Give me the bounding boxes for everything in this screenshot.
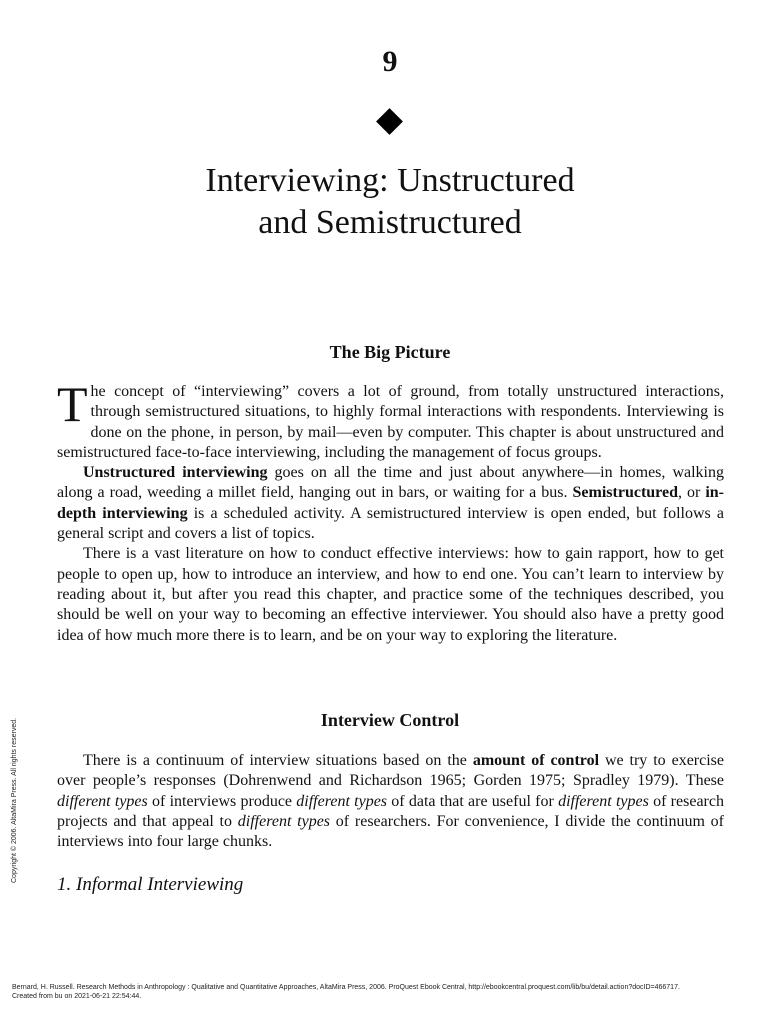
chapter-title	[0, 160, 768, 244]
paragraph-literature: There is a vast literature on how to conduct effective interviews: how to gain rapport, how to get people to open up, how to introduce an interview, and how to end one. You can’t learn to interview by reading about it, but after you read this chapter, and practice some of the techniques described, you should be well on your way to becoming an effective interviewer. You should also have a pretty good idea of how much more there is to learn, and be on your way to exploring the literature.	[57, 545, 724, 644]
paragraph-interview-types	[57, 463, 724, 544]
paragraph-text: of research projects and that appeal to	[57, 792, 724, 830]
emphasis-different-types: different types	[558, 792, 649, 810]
paragraph-text: goes on all the time and just about anywhere—in homes, walking along a road, weeding a millet field, hanging out in bars, or waiting for a bus.	[57, 464, 724, 502]
chapter-title-line2: and Semistructured	[258, 204, 522, 241]
drop-cap: T	[57, 376, 88, 432]
big-picture-body	[57, 376, 725, 646]
paragraph-text: of researchers. For convenience, I divide the continuum of interviews into four large chunks.	[57, 812, 724, 851]
chapter-title-line1: Interviewing: Unstructured	[205, 162, 575, 199]
paragraph-text: of data that are useful for	[387, 792, 559, 810]
diamond-ornament-icon	[376, 108, 403, 135]
footer-created-line: Created from bu on 2021-06-21 22:54:44.	[12, 993, 142, 1000]
paragraph-text: There is a continuum of interview situations based on the	[83, 752, 473, 769]
paragraph-intro-text: he concept of “interviewing” covers a lot of ground, from totally unstructured interactions, through semistructured situations, to highly formal interactions with respondents. Interviewing is done on the phone, in person, by mail—even by computer. This chapter is about unstructured and semistructured face-to-face interviewing, including the management of focus groups.	[57, 383, 724, 461]
section-heading-interview-control: Interview Control	[320, 710, 460, 730]
term-semistructured: Semistructured	[572, 484, 678, 502]
chapter-number: 9	[382, 45, 398, 78]
paragraph-continuum	[57, 751, 724, 852]
interview-control-body	[57, 751, 724, 852]
paragraph-intro	[57, 376, 724, 463]
copyright-side-note: Copyright © 2006. AltaMira Press. All rights reserved.	[11, 717, 18, 883]
emphasis-different-types: different types	[57, 792, 148, 810]
subheading-informal-interviewing: 1. Informal Interviewing	[57, 874, 244, 895]
paragraph-text: is a scheduled activity. A semistructured interview is open ended, but follows a general script and covers a list of topics.	[57, 504, 725, 543]
emphasis-different-types: different types	[237, 812, 331, 830]
paragraph-text: we try to exercise over people’s responses (Dohrenwend and Richardson 1965; Gorden 1975; Spradley 1979). These	[57, 752, 725, 790]
paragraph-text: , or	[677, 484, 706, 502]
footer-citation-line: Bernard, H. Russell. Research Methods in Anthropology : Qualitative and Quantitative Approaches, AltaMira Press, 2006. ProQuest Ebook Central, http://ebookcentral.proquest.com/lib/bu/detail.action?docID=466717.	[12, 984, 680, 991]
paragraph-text: of interviews produce	[147, 792, 297, 810]
citation-footer	[12, 983, 756, 1001]
term-in-depth-interviewing: in-depth interviewing	[57, 484, 724, 522]
section-heading-big-picture: The Big Picture	[329, 342, 451, 362]
term-amount-of-control: amount of control	[472, 752, 600, 769]
emphasis-different-types: different types	[296, 792, 388, 810]
term-unstructured-interviewing: Unstructured interviewing	[83, 464, 268, 482]
